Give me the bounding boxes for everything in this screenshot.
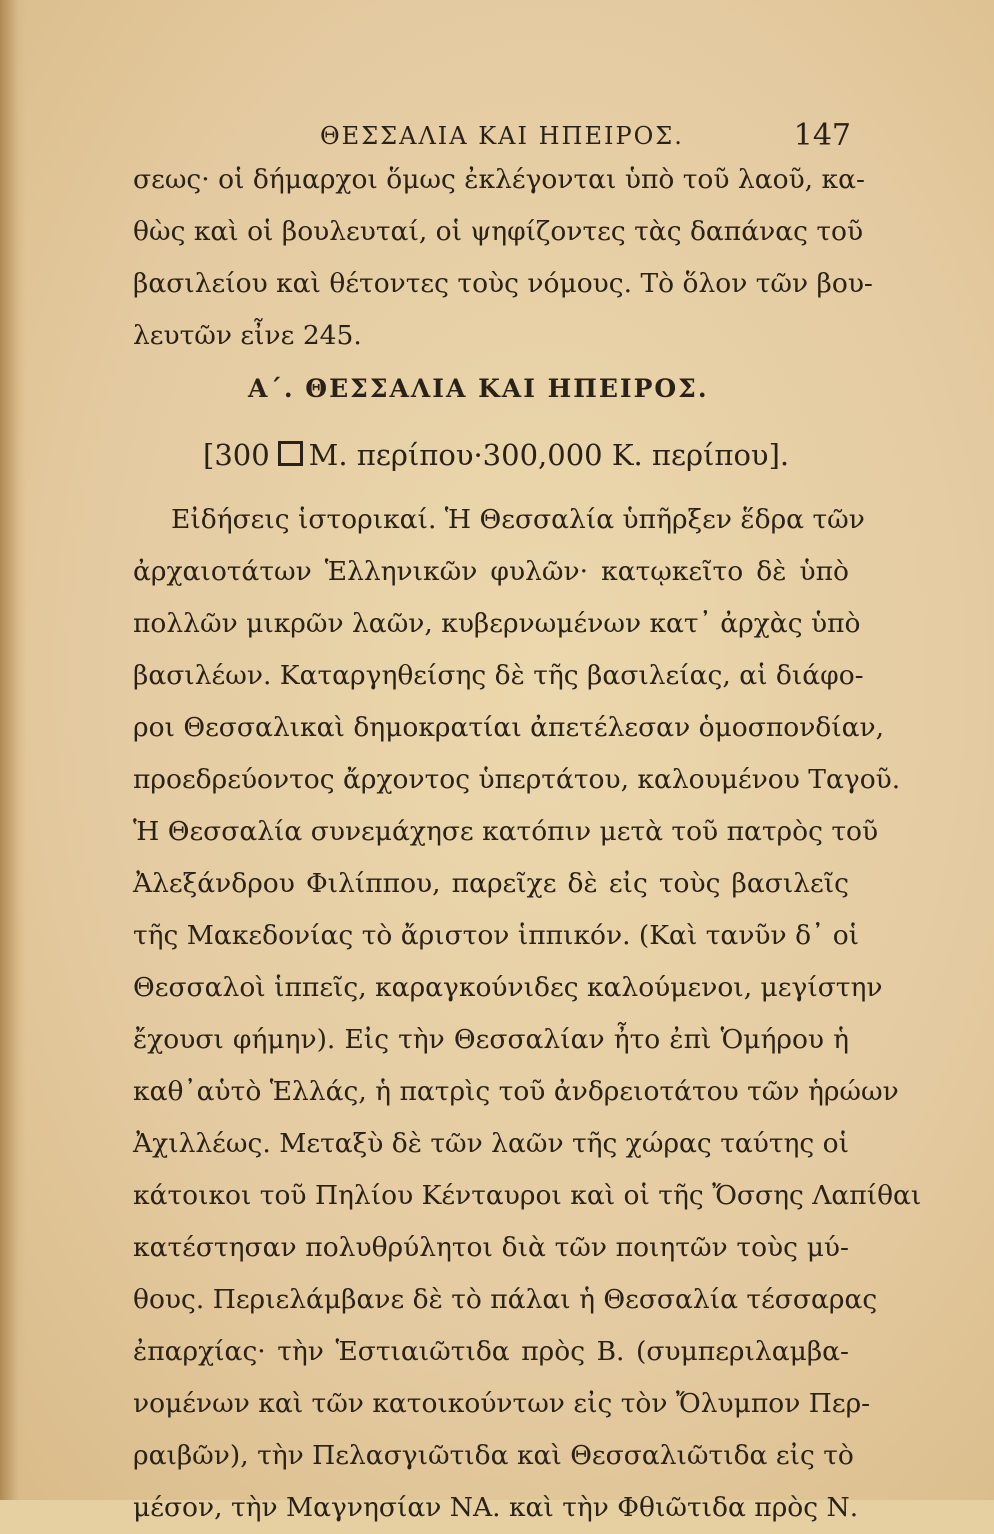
text-line: ραιβῶν), τὴν Πελασγιῶτιδα καὶ Θεσσαλιῶτιδα εἰς τὸ: [133, 1440, 854, 1471]
text-line: Ἀχιλλέως. Μεταξὺ δὲ τῶν λαῶν τῆς χώρας ταύτης οἱ: [133, 1128, 850, 1159]
text-line: κάτοικοι τοῦ Πηλίου Κένταυροι καὶ οἱ τῆς Ὄσσης Λαπίθαι: [133, 1180, 922, 1211]
area-open: [300: [203, 438, 270, 472]
text-line: βασιλέων. Καταργηθείσης δὲ τῆς βασιλείας, αἱ διάφο-: [133, 660, 864, 691]
text-line: βασιλείου καὶ θέτοντες τοὺς νόμους. Τὸ ὅλον τῶν βου-: [133, 268, 873, 299]
area-population-line: [203, 438, 803, 472]
page-gutter-shadow: [0, 0, 26, 1500]
text-line: Ἡ Θεσσαλία συνεμάχησε κατόπιν μετὰ τοῦ πατρὸς τοῦ: [133, 816, 879, 847]
history-paragraph: [133, 494, 922, 1534]
text-line: ἐπαρχίας· τὴν Ἑστιαιῶτιδα πρὸς Β. (συμπεριλαμβα-: [133, 1336, 849, 1367]
text-line: λευτῶν εἶνε 245.: [133, 320, 362, 351]
text-line: θους. Περιελάμβανε δὲ τὸ πάλαι ἡ Θεσσαλία τέσσαρας: [133, 1284, 878, 1315]
text-line: νομένων καὶ τῶν κατοικούντων εἰς τὸν Ὄλυμπον Περ-: [133, 1388, 871, 1419]
page-number: 147: [793, 118, 851, 153]
text-line: ἔχουσι φήμην). Εἰς τὴν Θεσσαλίαν ἦτο ἐπὶ Ὁμήρου ἡ: [133, 1024, 849, 1055]
text-line: κατέστησαν πολυθρύλητοι διὰ τῶν ποιητῶν τοὺς μύ-: [133, 1232, 849, 1263]
text-line: Θεσσαλοὶ ἱππεῖς, καραγκούνιδες καλούμενοι, μεγίστην: [133, 972, 883, 1003]
text-line: προεδρεύοντος ἄρχοντος ὑπερτάτου, καλουμένου Ταγοῦ.: [133, 764, 901, 795]
text-line: ἀρχαιοτάτων Ἑλληνικῶν φυλῶν· κατῳκεῖτο δὲ ὑπὸ: [133, 556, 849, 587]
text-line: πολλῶν μικρῶν λαῶν, κυβερνωμένων κατ᾽ ἀρχὰς ὑπὸ: [133, 608, 861, 639]
text-line: σεως· οἱ δήμαρχοι ὅμως ἐκλέγονται ὑπὸ τοῦ λαοῦ, κα-: [133, 164, 865, 195]
text-line: καθ᾽αὑτὸ Ἑλλάς, ἡ πατρὶς τοῦ ἀνδρειοτάτου τῶν ἡρώων: [133, 1076, 899, 1107]
text-line: τῆς Μακεδονίας τὸ ἄριστον ἱππικόν. (Καὶ τανῦν δ᾽ οἱ: [133, 920, 860, 951]
square-symbol-icon: [278, 441, 303, 466]
running-title: ΘΕΣΣΑΛΙΑ ΚΑΙ ΗΠΕΙΡΟΣ.: [320, 122, 684, 150]
area-rest: Μ. περίπου·300,000 Κ. περίπου].: [308, 438, 790, 472]
text-line: θὼς καὶ οἱ βουλευταί, οἱ ψηφίζοντες τὰς δαπάνας τοῦ: [133, 216, 864, 247]
intro-paragraph: [133, 154, 873, 362]
text-line: Εἰδήσεις ἱστορικαί. Ἡ Θεσσαλία ὑπῆρξεν ἕδρα τῶν: [171, 504, 865, 535]
running-head: [135, 118, 855, 158]
text-line: μέσον, τὴν Μαγνησίαν ΝΑ. καὶ τὴν Φθιῶτιδα πρὸς Ν.: [133, 1492, 859, 1523]
text-line: Ἀλεξάνδρου Φιλίππου, παρεῖχε δὲ εἰς τοὺς βασιλεῖς: [133, 868, 849, 899]
text-line: ροι Θεσσαλικαὶ δημοκρατίαι ἀπετέλεσαν ὁμοσπονδίαν,: [133, 712, 885, 743]
section-heading: Α΄. ΘΕΣΣΑΛΙΑ ΚΑΙ ΗΠΕΙΡΟΣ.: [248, 374, 709, 403]
